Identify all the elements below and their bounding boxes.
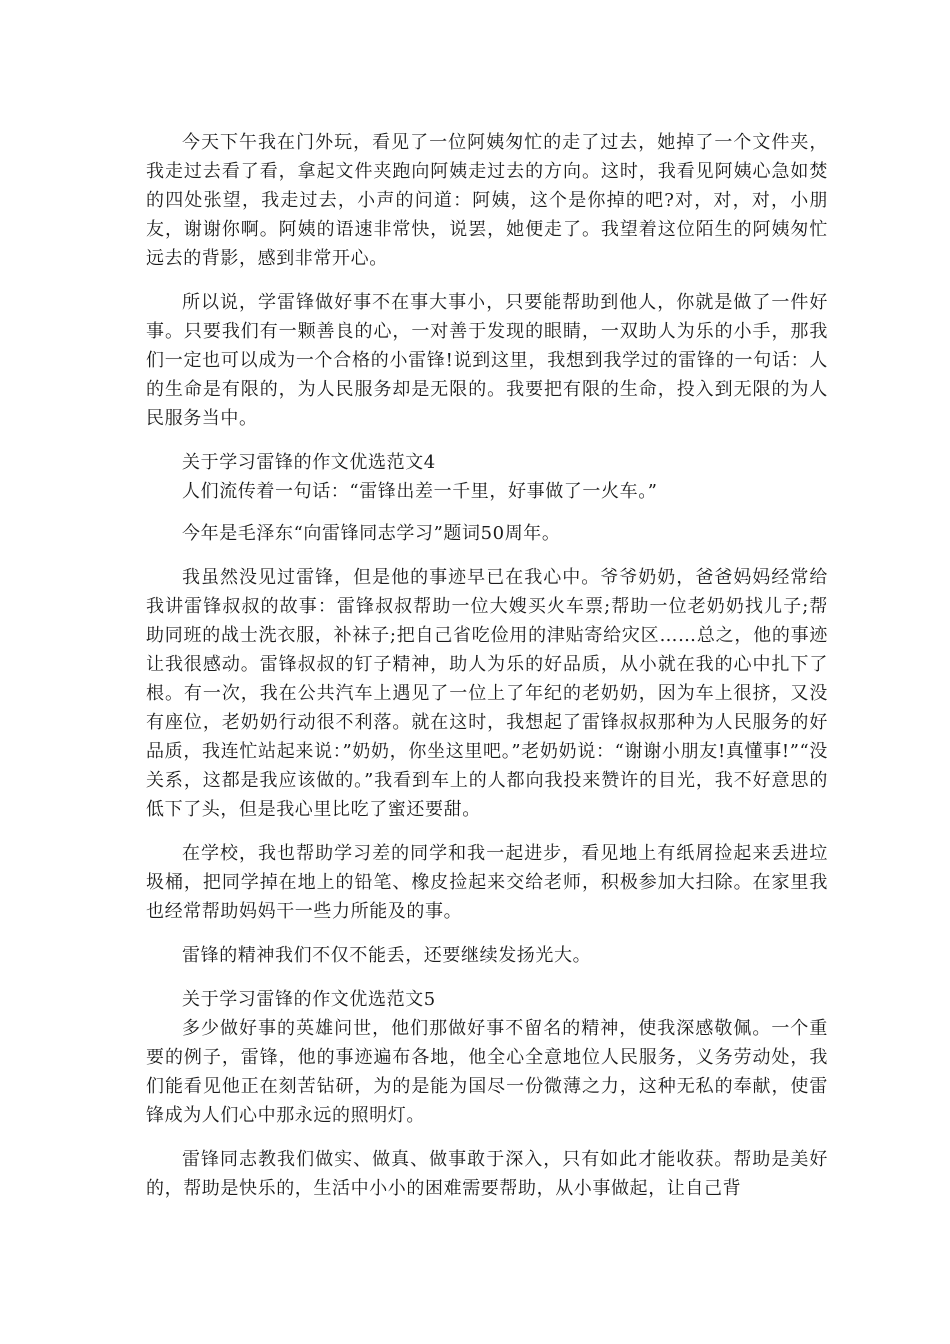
paragraph-learn-leifeng: 所以说，学雷锋做好事不在事大事小，只要能帮助到他人，你就是做了一件好事。只要我们有一颗善良的心，一对善于发现的眼睛，一双助人为乐的小手，那我们一定也可以成为一个合格的小雷锋!说到这里，我想到我学过的雷锋的一句话：人的生命是有限的，为人民服务却是无限的。我要把有限的生命，投入到无限的为人民服务当中。 (146, 292, 828, 429)
document-body (146, 128, 828, 1203)
paragraph-anniversary: 今年是毛泽东“向雷锋同志学习”题词50周年。 (182, 523, 561, 544)
section-heading-essay-4: 关于学习雷锋的作文优选范文4 (182, 452, 436, 473)
section-heading-essay-5: 关于学习雷锋的作文优选范文5 (182, 989, 436, 1010)
paragraph-lost-folder: 今天下午我在门外玩，看见了一位阿姨匆忙的走了过去，她掉了一个文件夹，我走过去看了看，拿起文件夹跑向阿姨走过去的方向。这时，我看见阿姨心急如焚的四处张望，我走过去，小声的问道：阿姨，这个是你掉的吧?对，对，对，小朋友，谢谢你啊。阿姨的语速非常快，说罢，她便走了。我望着这位陌生的阿姨匆忙远去的背影，感到非常开心。 (146, 132, 828, 269)
paragraph-spirit: 雷锋的精神我们不仅不能丢，还要继续发扬光大。 (182, 945, 592, 966)
paragraph-bus-story: 我虽然没见过雷锋，但是他的事迹早已在我心中。爷爷奶奶，爸爸妈妈经常给我讲雷锋叔叔的故事：雷锋叔叔帮助一位大嫂买火车票;帮助一位老奶奶找儿子;帮助同班的战士洗衣服，补袜子;把自己省吃俭用的津贴寄给灾区……总之，他的事迹让我很感动。雷锋叔叔的钉子精神，助人为乐的好品质，从小就在我的心中扎下了根。有一次，我在公共汽车上遇见了一位上了年纪的老奶奶，因为车上很挤，又没有座位，老奶奶行动很不利落。就在这时，我想起了雷锋叔叔那种为人民服务的好品质，我连忙站起来说：”奶奶，你坐这里吧。”老奶奶说：“谢谢小朋友!真懂事!”“没关系，这都是我应该做的。”我看到车上的人都向我投来赞许的目光，我不好意思的低下了头，但是我心里比吃了蜜还要甜。 (146, 567, 828, 820)
paragraph-school-help: 在学校，我也帮助学习差的同学和我一起进步，看见地上有纸屑捡起来丢进垃圾桶，把同学掉在地上的铅笔、橡皮捡起来交给老师，积极参加大扫除。在家里我也经常帮助妈妈干一些力所能及的事。 (146, 843, 828, 922)
paragraph-heroes: 多少做好事的英雄问世，他们那做好事不留名的精神，使我深感敬佩。一个重要的例子，雷锋，他的事迹遍布各地，他全心全意地位人民服务，义务劳动处，我们能看见他正在刻苦钻研，为的是能为国尽一份微薄之力，这种无私的奉献，使雷锋成为人们心中那永远的照明灯。 (146, 1018, 828, 1126)
paragraph-saying: 人们流传着一句话：“雷锋出差一千里，好事做了一火车。” (182, 481, 658, 502)
paragraph-teaching: 雷锋同志教我们做实、做真、做事敢于深入，只有如此才能收获。帮助是美好的，帮助是快乐的，生活中小小的困难需要帮助，从小事做起，让自己背 (146, 1149, 828, 1199)
